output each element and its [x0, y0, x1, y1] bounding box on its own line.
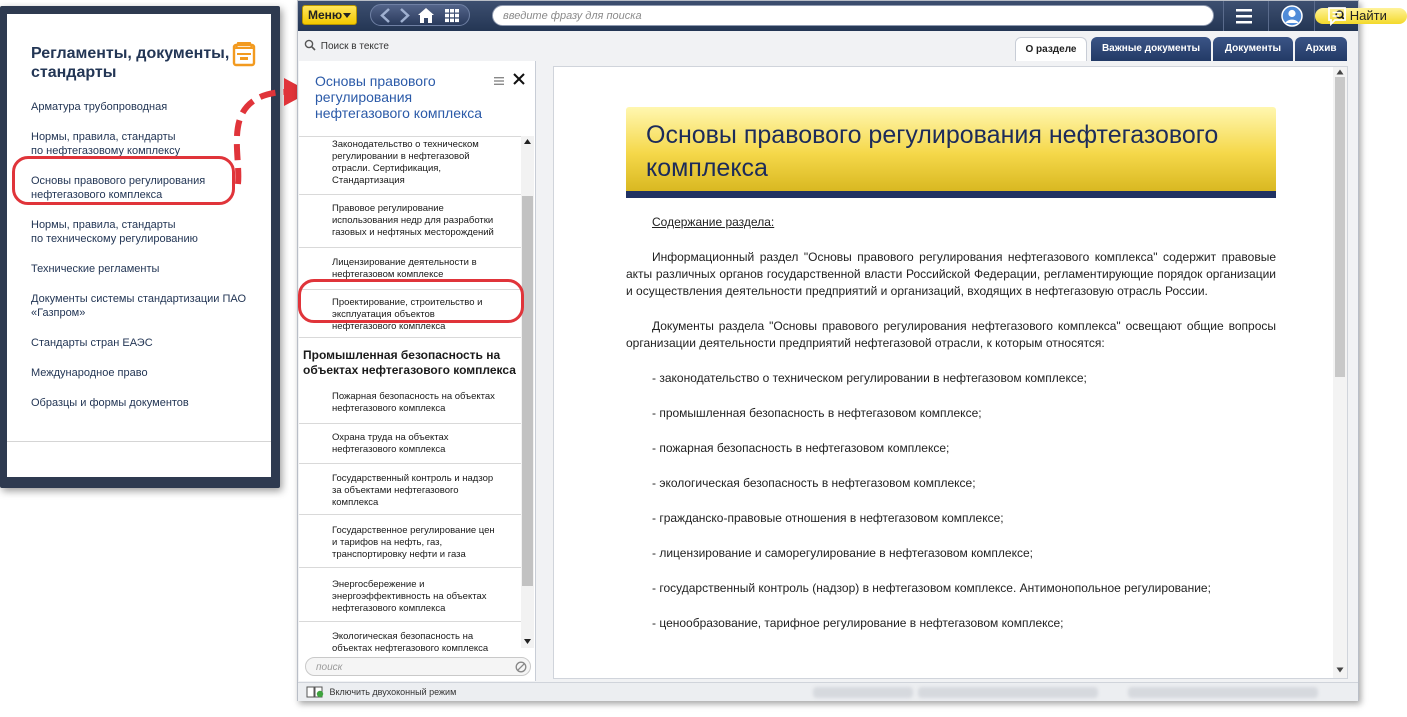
- tree-item-label: Проектирование, строительство и: [332, 297, 483, 308]
- tree-divider: [299, 463, 521, 464]
- catalog-item-label: Образцы и формы документов: [31, 397, 189, 409]
- tree-sub-item[interactable]: [332, 631, 517, 655]
- contents-link[interactable]: Содержание раздела:: [652, 215, 775, 229]
- document-list-item: - государственный контроль (надзор) в нефтегазовом комплексе. Антимонопольное регулирование;: [652, 581, 1211, 595]
- catalog-item[interactable]: [31, 218, 256, 246]
- tree-item-label: энергоэффективность на объектах: [332, 591, 487, 602]
- catalog-item[interactable]: [31, 130, 256, 158]
- catalog-item-label: Международное право: [31, 367, 148, 379]
- tree-sub-item[interactable]: [332, 391, 517, 415]
- scroll-up-icon[interactable]: [523, 138, 532, 145]
- tree-sub-item[interactable]: [332, 473, 517, 509]
- tree-divider: [299, 194, 521, 195]
- scroll-down-icon[interactable]: [523, 638, 532, 645]
- document-paragraph: Документы раздела "Основы правового регулирования нефтегазового комплекса" освещают общие вопросы организации деятельности предприятий нефтегазовой отрасли, к которым относятся:: [626, 319, 1276, 350]
- tree-item[interactable]: [332, 257, 517, 281]
- tree-item-label: нефтегазового комплекса: [332, 444, 446, 455]
- catalog-item[interactable]: [31, 366, 256, 380]
- tree-item-label: транспортировку нефти и газа: [332, 549, 466, 560]
- document-header-rule: [626, 191, 1276, 198]
- tree-item-label: отрасли. Сертификация,: [332, 163, 442, 174]
- tree-divider: [299, 247, 521, 248]
- document-header: [626, 107, 1276, 191]
- tree-sub-item[interactable]: [332, 432, 517, 456]
- tree-item-label: Лицензирование деятельности в: [332, 257, 477, 268]
- tree-item-label: Государственное регулирование цен: [332, 525, 495, 536]
- tab-about-section[interactable]: О разделе: [1015, 37, 1087, 61]
- tree-divider: [299, 423, 521, 424]
- tree-divider: [299, 337, 521, 338]
- tree-search-input[interactable]: [316, 660, 496, 674]
- tree-list: [299, 136, 521, 654]
- menu-button-label: Меню: [308, 8, 343, 22]
- catalog-item[interactable]: [31, 336, 256, 350]
- toolbar-divider: [1223, 1, 1224, 31]
- tree-item-label: Государственный контроль и надзор: [332, 473, 494, 484]
- tree-sub-item[interactable]: [332, 525, 517, 561]
- menu-button[interactable]: [302, 5, 357, 25]
- list-menu-icon[interactable]: [493, 75, 505, 87]
- catalog-item[interactable]: [31, 292, 256, 320]
- home-icon[interactable]: [417, 7, 435, 24]
- tree-divider: [299, 621, 521, 622]
- toolbar-divider: [1314, 1, 1315, 31]
- search-input[interactable]: [503, 8, 1103, 24]
- catalog-item-label: по техническому регулированию: [31, 233, 198, 245]
- catalog-item-label: «Газпром»: [31, 307, 86, 319]
- tree-item-label: за объектами нефтегазового: [332, 485, 459, 496]
- tree-item-label: нефтегазового комплекса: [332, 403, 446, 414]
- archive-box-icon[interactable]: [232, 42, 256, 68]
- tree-item-label: Экологическая безопасность на: [332, 631, 474, 642]
- catalog-item-label: Стандарты стран ЕАЭС: [31, 337, 153, 349]
- close-icon[interactable]: [511, 71, 527, 87]
- toolbar-divider: [1268, 1, 1269, 31]
- tree-item-label: использования недр для разработки: [332, 215, 494, 226]
- two-window-icon: [306, 686, 324, 698]
- tree-item-label: и тарифов на нефть, газ,: [332, 537, 443, 548]
- catalog-item-label: Документы системы стандартизации ПАО: [31, 293, 247, 305]
- tree-item-label: Энергосбережение и: [332, 579, 425, 590]
- document-scrollbar[interactable]: [1333, 67, 1347, 678]
- catalog-item-label: Арматура трубопроводная: [31, 101, 168, 113]
- caret-down-icon: [343, 13, 351, 18]
- document-list-item: - экологическая безопасность в нефтегазовом комплексе;: [652, 476, 976, 490]
- tree-item[interactable]: [332, 203, 517, 239]
- catalog-title: Регламенты, документы, стандарты: [31, 45, 230, 81]
- blurred-status-text: [918, 687, 1098, 698]
- catalog-item-label: Технические регламенты: [31, 263, 160, 275]
- tree-section-industrial-safety[interactable]: [303, 348, 521, 378]
- highlight-circle-tree-section: [298, 279, 524, 323]
- feedback-chat-icon[interactable]: [1325, 4, 1349, 28]
- document-list-item: - пожарная безопасность в нефтегазовом комплексе;: [652, 441, 950, 455]
- document-list-item: - промышленная безопасность в нефтегазовом комплексе;: [652, 406, 982, 420]
- catalog-item-label: нефтегазового комплекса: [31, 189, 163, 201]
- tree-item-label: нефтегазового комплекса: [332, 321, 446, 332]
- two-window-mode-label: Включить двухоконный режим: [329, 687, 457, 697]
- document-scrollbar-thumb[interactable]: [1335, 77, 1345, 377]
- tree-item-label: нефтегазового комплекса: [332, 603, 446, 614]
- hamburger-menu-icon[interactable]: [1232, 4, 1256, 28]
- tab-documents[interactable]: Документы: [1213, 37, 1293, 61]
- clear-search-icon[interactable]: [515, 661, 527, 673]
- catalog-item-label: Нормы, правила, стандарты: [31, 219, 176, 231]
- top-toolbar: [298, 1, 1387, 31]
- find-in-text-label: Поиск в тексте: [320, 41, 389, 52]
- tree-item-label: объектах нефтегазового комплекса: [332, 643, 489, 654]
- two-window-mode-toggle[interactable]: [306, 686, 456, 698]
- highlight-circle-catalog-item: [12, 156, 235, 205]
- catalog-item-label: Нормы, правила, стандарты: [31, 131, 176, 143]
- tree-item-label: Законодательство о техническом: [332, 139, 479, 150]
- document-list-item: - лицензирование и саморегулирование в нефтегазовом комплексе;: [652, 546, 1033, 560]
- app-window: [297, 0, 1387, 701]
- tree-section-label: Промышленная безопасность на: [303, 348, 501, 362]
- tree-item-label: газовых и нефтяных месторождений: [332, 227, 494, 238]
- navigation-group: [370, 4, 470, 26]
- find-in-text-button[interactable]: [304, 39, 389, 52]
- tree-title: Основы правового регулирования нефтегазового комплекса: [315, 73, 483, 121]
- search-box: [492, 5, 1387, 26]
- tree-item-label: комплекса: [332, 497, 379, 508]
- scroll-down-icon[interactable]: [1336, 667, 1344, 673]
- document-title: Основы правового регулирования нефтегазового комплекса: [646, 121, 1219, 182]
- tree-item-label: Правовое регулирование: [332, 203, 444, 214]
- tree-scrollbar-thumb[interactable]: [522, 196, 533, 586]
- document: [626, 107, 1278, 650]
- catalog-divider: [7, 441, 271, 442]
- catalog-item[interactable]: [31, 100, 256, 114]
- document-list-item: - законодательство о техническом регулировании в нефтегазовом комплексе;: [652, 371, 1087, 385]
- catalog-item-label: Основы правового регулирования: [31, 175, 206, 187]
- user-profile-icon[interactable]: [1280, 4, 1304, 28]
- grid-apps-icon[interactable]: [443, 7, 461, 24]
- tree-item-label: регулировании в нефтегазовой: [332, 151, 470, 162]
- blurred-status-text: [813, 687, 913, 698]
- forward-arrow-icon[interactable]: [395, 7, 413, 24]
- document-body: [626, 198, 1276, 632]
- tree-item-label: Пожарная безопасность на объектах: [332, 391, 495, 402]
- tree-divider: [299, 567, 521, 568]
- tree-sub-item[interactable]: [332, 579, 517, 615]
- status-bar: [298, 682, 1358, 701]
- back-arrow-icon[interactable]: [377, 7, 395, 24]
- tree-item-label: эксплуатация объектов: [332, 309, 435, 320]
- tree-item[interactable]: [332, 139, 517, 187]
- magnifier-icon: [304, 39, 316, 51]
- tab-important-documents[interactable]: Важные документы: [1091, 37, 1211, 61]
- catalog-item-label: по нефтегазовому комплексу: [31, 145, 181, 157]
- document-list-item: - гражданско-правовые отношения в нефтегазовом комплексе;: [652, 511, 1004, 525]
- tree-search-box: [305, 657, 531, 676]
- section-tree-panel: [299, 61, 536, 681]
- document-paragraph: Информационный раздел "Основы правового регулирования нефтегазового комплекса" содержит правовые акты различных органов государственной власти Российской Федерации, регламентирующие порядок организации и осуществления деятельности предприятий и организаций, входящих в нефтегазовую отрасль России.: [626, 250, 1276, 298]
- catalog-item[interactable]: [31, 396, 256, 410]
- tree-item-label: Охрана труда на объектах: [332, 432, 449, 443]
- scroll-up-icon[interactable]: [1336, 69, 1344, 75]
- tree-scrollbar[interactable]: [521, 136, 534, 648]
- tab-archive[interactable]: Архив: [1295, 37, 1347, 61]
- tree-section-label: объектах нефтегазового комплекса: [303, 363, 516, 377]
- tree-divider: [299, 514, 521, 515]
- catalog-item[interactable]: [31, 262, 256, 276]
- blurred-status-text: [1128, 687, 1318, 698]
- find-button-label: Найти: [1349, 8, 1387, 23]
- tree-item-label: Стандартизация: [332, 175, 405, 186]
- tree-item-label: нефтегазовом комплексе: [332, 269, 444, 280]
- document-list-item: - ценообразование, тарифное регулирование в нефтегазовом комплексе;: [652, 616, 1064, 630]
- document-pane: [553, 66, 1348, 679]
